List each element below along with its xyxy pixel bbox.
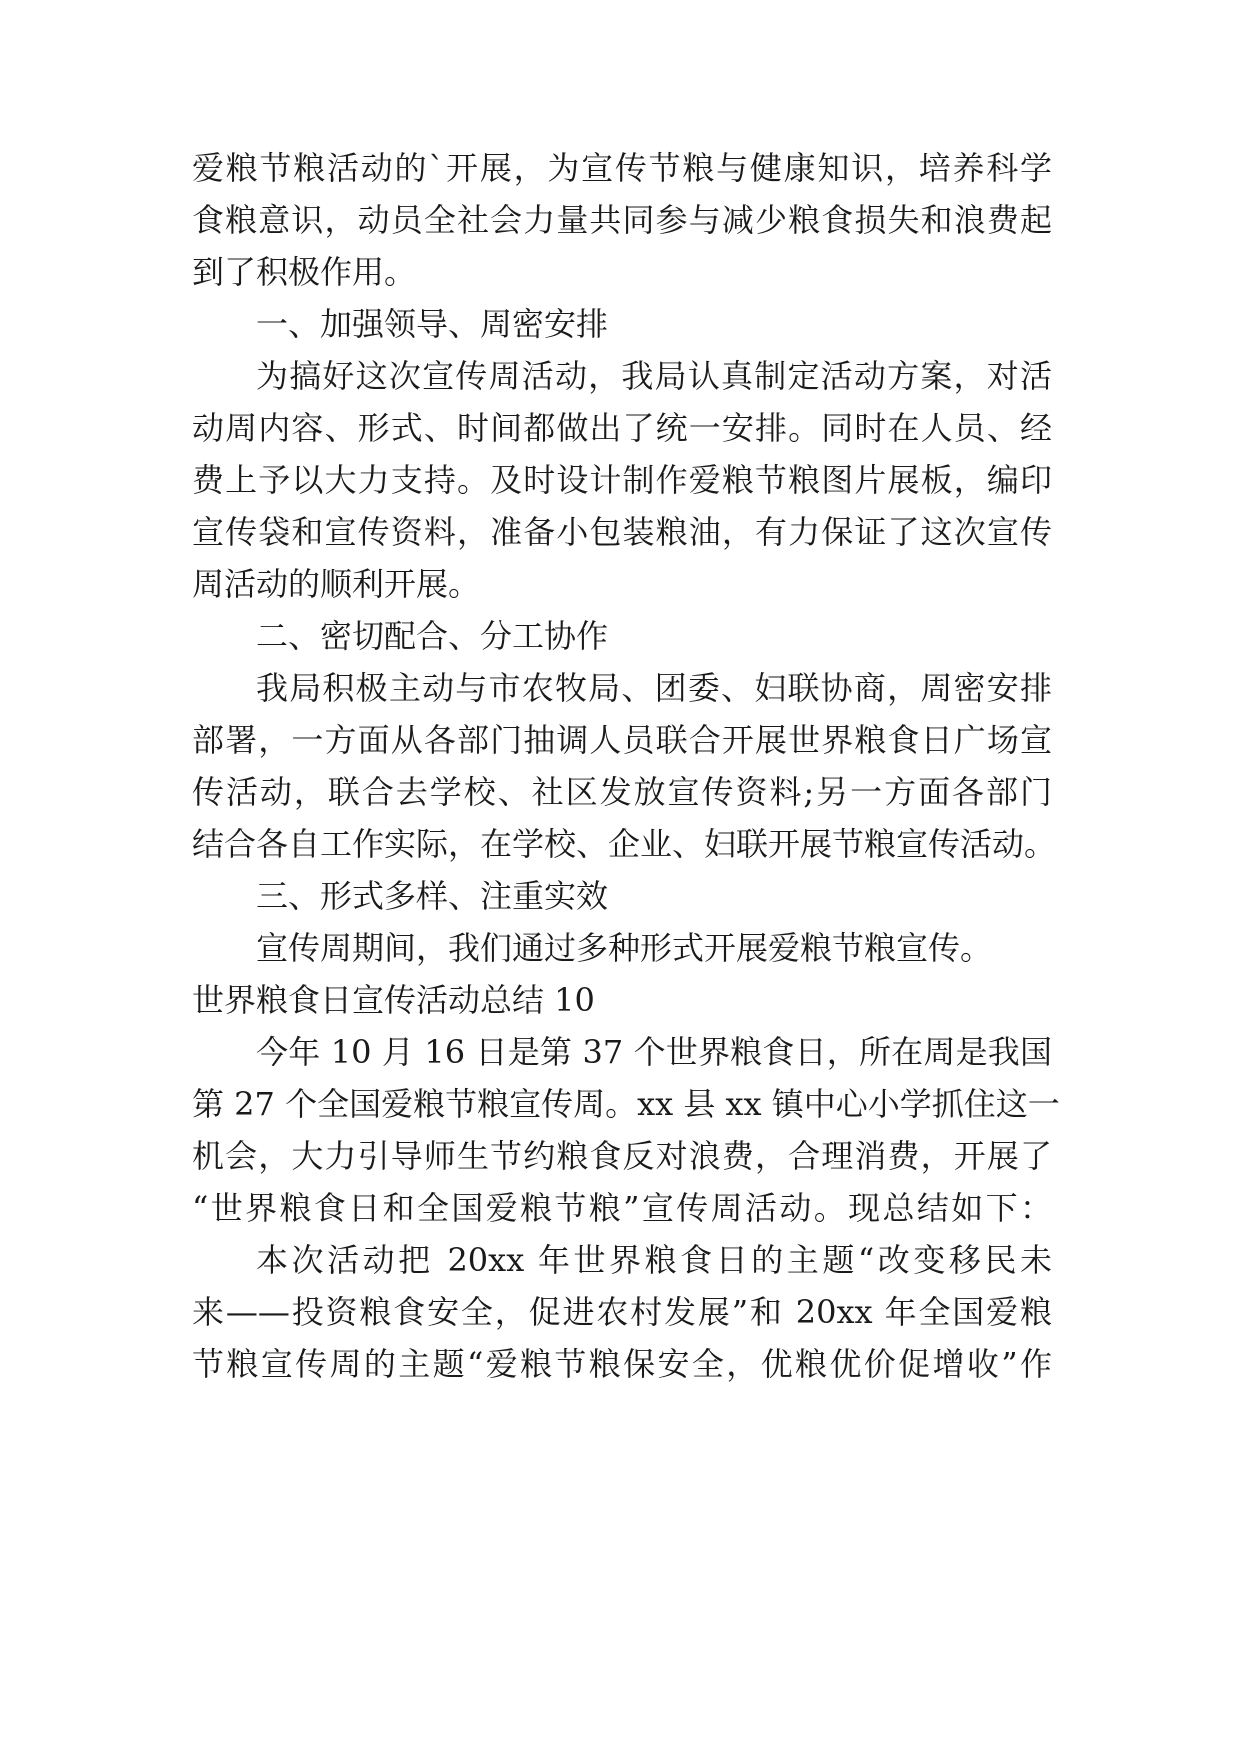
body-text-line: 爱粮节粮活动的`开展，为宣传节粮与健康知识，培养科学 [192,149,1052,187]
body-text-line: 食粮意识，动员全社会力量共同参与减少粮食损失和浪费起 [192,201,1052,239]
body-text-line: 动周内容、形式、时间都做出了统一安排。同时在人员、经 [192,409,1052,447]
section-heading-2: 二、密切配合、分工协作 [256,617,609,655]
body-text-line: 我局积极主动与市农牧局、团委、妇联协商，周密安排 [256,669,1052,707]
body-text-line: 部署，一方面从各部门抽调人员联合开展世界粮食日广场宣 [192,721,1052,759]
section-heading-3: 三、形式多样、注重实效 [256,877,609,915]
body-text-line: 第 27 个全国爱粮节粮宣传周。xx 县 xx 镇中心小学抓住这一 [192,1085,1060,1123]
body-text-line: 宣传周期间，我们通过多种形式开展爱粮节粮宣传。 [256,929,993,967]
body-text-line: 到了积极作用。 [192,253,417,291]
body-text-line: “世界粮食日和全国爱粮节粮”宣传周活动。现总结如下： [192,1189,1052,1227]
body-text-line: 机会，大力引导师生节约粮食反对浪费，合理消费，开展了 [192,1137,1052,1175]
body-text-line: 今年 10 月 16 日是第 37 个世界粮食日，所在周是我国 [256,1033,1052,1071]
body-text-line: 费上予以大力支持。及时设计制作爱粮节粮图片展板，编印 [192,461,1052,499]
body-text-line: 结合各自工作实际，在学校、企业、妇联开展节粮宣传活动。 [192,825,1057,863]
body-text-line: 周活动的顺利开展。 [192,565,481,603]
body-text-line: 宣传袋和宣传资料，准备小包装粮油，有力保证了这次宣传 [192,513,1052,551]
body-text-line: 传活动，联合去学校、社区发放宣传资料;另一方面各部门 [192,773,1052,811]
section-heading-1: 一、加强领导、周密安排 [256,305,609,343]
body-text-line: 本次活动把 20xx 年世界粮食日的主题“改变移民未 [256,1241,1052,1279]
body-text-line: 来——投资粮食安全，促进农村发展”和 20xx 年全国爱粮 [192,1293,1052,1331]
body-text-line: 为搞好这次宣传周活动，我局认真制定活动方案，对活 [256,357,1052,395]
body-text-line: 节粮宣传周的主题“爱粮节粮保安全，优粮优价促增收”作 [192,1345,1052,1383]
document-title: 世界粮食日宣传活动总结 10 [192,981,595,1019]
